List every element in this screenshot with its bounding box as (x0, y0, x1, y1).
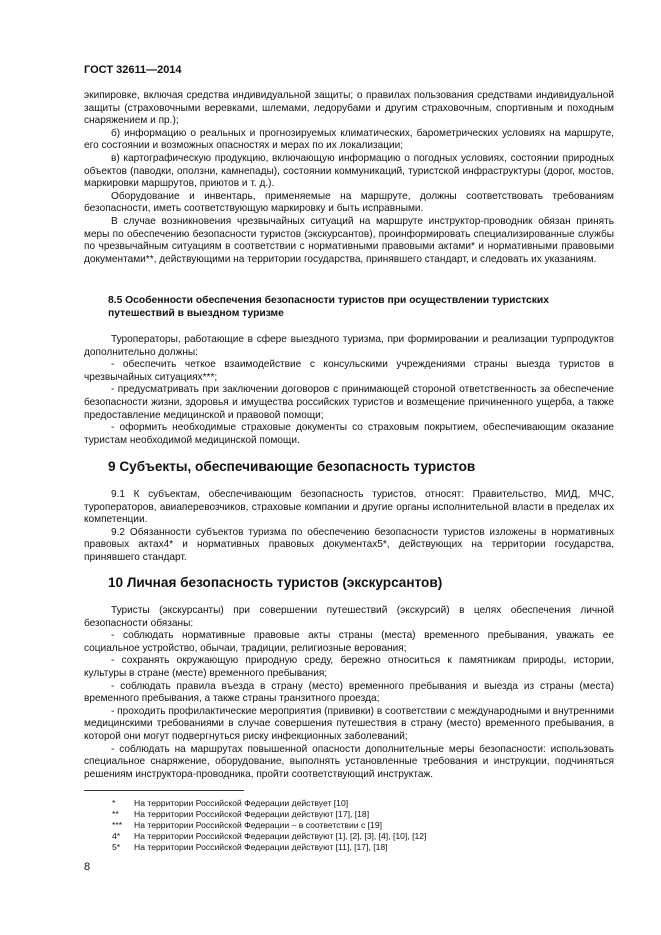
footnote-mark: 5* (112, 842, 121, 852)
paragraph: В случае возникновения чрезвычайных ситуаций на маршруте инструктор-проводник обязан принять меры по обеспечению безопасности туристов (экскурсантов), проинформировать специализированные службы по чрезвычайным ситуациям в соответствии с нормативными правовыми актами* и нормативными правовыми документами**, действующими на территории государства, принявшего стандарт, и следовать их указаниям. (84, 215, 614, 265)
section-heading-9: 9 Субъекты, обеспечивающие безопасность туристов (108, 459, 476, 474)
paragraph: Оборудование и инвентарь, применяемые на маршруте, должны соответствовать требованиям безопасности, иметь соответствующую маркировку и быть исправными. (84, 190, 614, 215)
footnote-text: На территории Российской Федерации – в соответствии с [19] (134, 820, 383, 830)
footnote-mark: * (112, 798, 116, 808)
footnote-text: На территории Российской Федерации действуют [17], [18] (134, 809, 370, 819)
text-block-3 (84, 489, 614, 565)
text-block-1 (84, 90, 614, 266)
document-header: ГОСТ 32611—2014 (84, 64, 182, 76)
list-item: - соблюдать правила въезда в страну (место) временного пребывания и выезда из страны (места) временного пребывания, а также страны транзитного проезда; (84, 680, 614, 705)
list-item: - предусматривать при заключении договоров с принимающей стороной ответственность за обеспечение безопасности жизни, здоровья и имущества российских туристов и возмещение причиненного ущерба, а также предоставление медицинской и правовой помощи; (84, 384, 614, 421)
footnotes (112, 798, 426, 853)
paragraph: б) информацию о реальных и прогнозируемых климатических, барометрических условиях на маршруте, его состоянии и возможных опасностях и мерах по их локализации; (84, 127, 614, 152)
footnote-text: На территории Российской Федерации действуют [11], [17], [18] (134, 842, 388, 852)
footnote (112, 831, 426, 842)
footnote (112, 820, 426, 831)
footnote-mark: ** (112, 809, 119, 819)
paragraph: 9.1 К субъектам, обеспечивающим безопасность туристов, относят: Правительство, МИД, МЧС, туроператоров, авиаперевозчиков, страховые компании и другие органы исполнительной власти в пределах их компетенции. (84, 489, 614, 526)
footnote-mark: *** (112, 820, 123, 830)
paragraph: экипировке, включая средства индивидуальной защиты; о правилах пользования средствами индивидуальной защиты (страховочными веревками, шлемами, ледорубами и другим страховочным, спортивным и походным снаряжением и пр.); (84, 90, 614, 127)
footnote (112, 798, 426, 809)
section-heading-8-5: 8.5 Особенности обеспечения безопасности туристов при осуществлении туристских путешествий в выездном туризме (108, 295, 549, 319)
text-block-4 (84, 605, 614, 781)
footnote (112, 809, 426, 820)
paragraph: Туроператоры, работающие в сфере выездного туризма, при формировании и реализации турпродуктов дополнительно должны: (84, 334, 614, 358)
text-block-2 (84, 334, 614, 447)
list-item: - соблюдать на маршрутах повышенной опасности дополнительные меры безопасности: использовать специальное снаряжение, оборудование, выполнять установленные требования и инструкции, подчиняться решениям инструктора-проводника, пройти соответствующий инструктаж. (84, 743, 614, 780)
footnote-separator (84, 790, 244, 791)
paragraph: в) картографическую продукцию, включающую информацию о погодных условиях, состоянии природных объектов (паводки, оползни, камнепады), состоянии коммуникаций, туристской инфраструктуры (дорог, мостов, маркировки маршрутов, приютов и т. д.). (84, 152, 614, 190)
page-number: 8 (84, 861, 91, 873)
footnote (112, 842, 426, 853)
list-item: - оформить необходимые страховые документы со страховым покрытием, обеспечивающим оказание туристам необходимой медицинской помощи. (84, 422, 614, 446)
paragraph: Туристы (экскурсанты) при совершении путешествий (экскурсий) в целях обеспечения личной безопасности обязаны: (84, 605, 614, 629)
footnote-text: На территории Российской Федерации действуют [1], [2], [3], [4], [10], [12] (134, 831, 427, 841)
footnote-text: На территории Российской Федерации действует [10] (134, 798, 349, 808)
footnote-mark: 4* (112, 831, 121, 841)
list-item: - проходить профилактические мероприятия (прививки) в соответствии с международными и внутренними медицинскими требованиями в случае совершения путешествия в страну (место) временного пребывания, в которой они могут подвергнуться риску инфекционных заболеваний; (84, 705, 614, 742)
list-item: - сохранять окружающую природную среду, бережно относиться к памятникам природы, истории, культуры в стране (месте) временного пребывания; (84, 655, 614, 679)
list-item: - обеспечить четкое взаимодействие с консульскими учреждениями страны выезда туристов в чрезвычайных ситуациях***; (84, 359, 614, 383)
paragraph: 9.2 Обязанности субъектов туризма по обеспечению безопасности туристов изложены в нормативных правовых актах4* и нормативных правовых документах5*, действующих на территории государства, принявшего стандарт. (84, 526, 614, 563)
section-heading-10: 10 Личная безопасность туристов (экскурсантов) (108, 575, 443, 590)
list-item: - соблюдать нормативные правовые акты страны (места) временного пребывания, уважать ее социальное устройство, обычаи, традиции, религиозные верования; (84, 630, 614, 654)
